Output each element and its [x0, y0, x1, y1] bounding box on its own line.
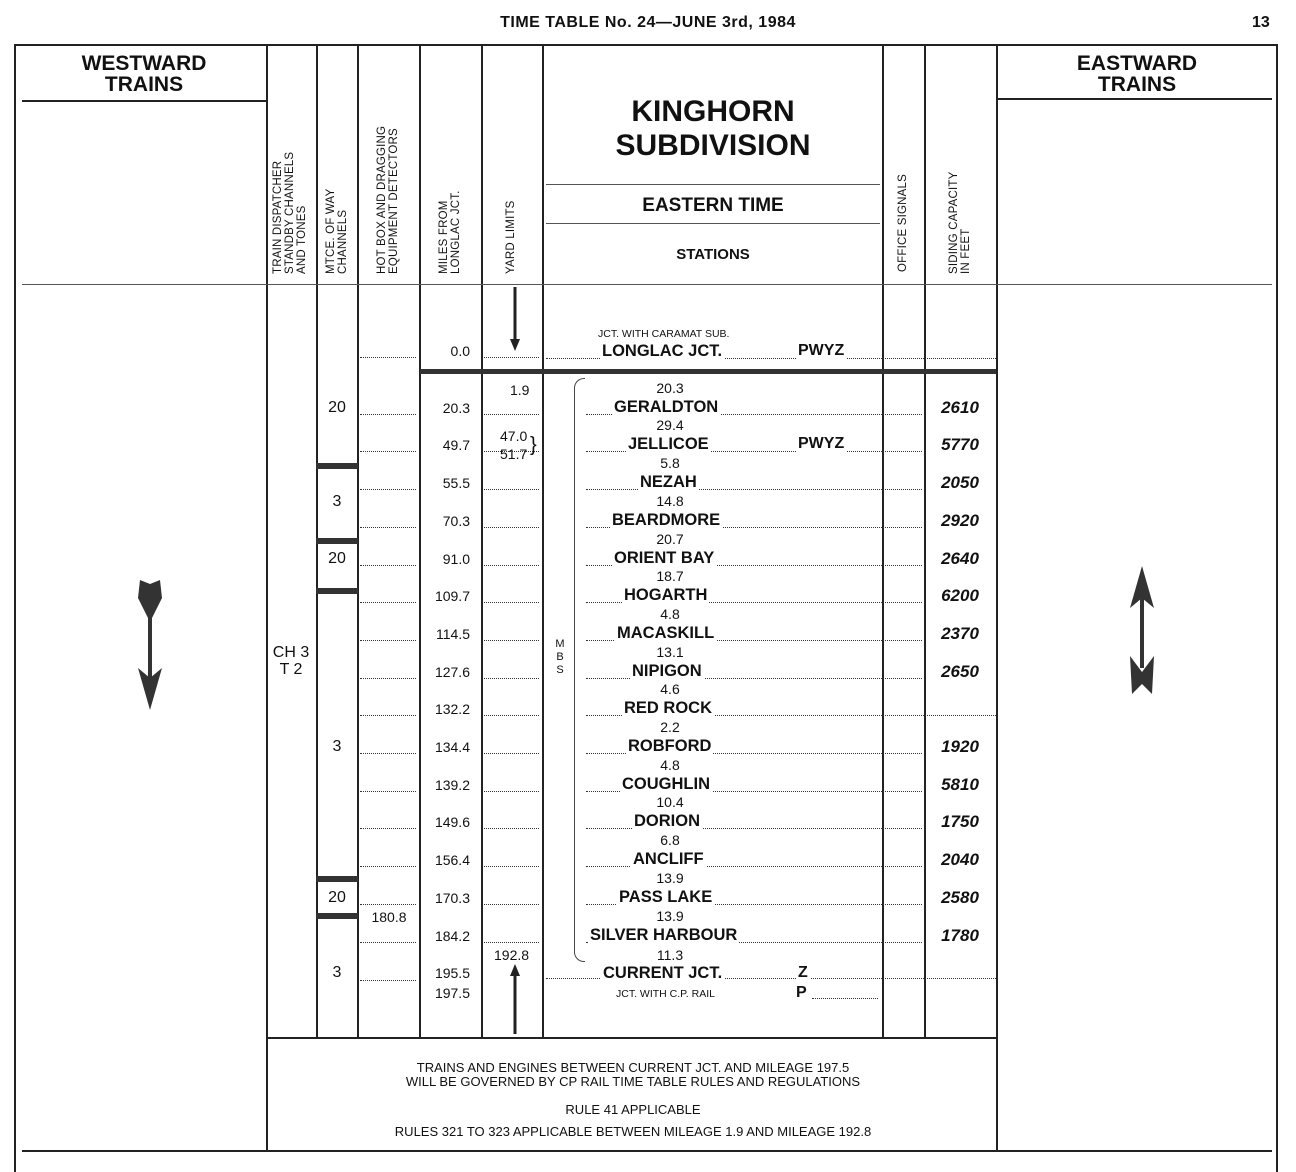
mileage: 0.0 — [450, 343, 470, 359]
siding-capacity: 1750 — [941, 812, 979, 831]
distance: 5.8 — [660, 455, 680, 471]
station-name: LONGLAC JCT. — [602, 342, 723, 360]
header-line: SIDING CAPACITY — [948, 171, 960, 274]
distance: 4.8 — [660, 606, 680, 622]
mileage: 20.3 — [442, 400, 470, 416]
divider — [546, 223, 880, 224]
eastward-title-line: TRAINS — [1097, 73, 1177, 96]
divider — [546, 184, 880, 185]
distance: 14.8 — [656, 493, 684, 509]
mbs-letter: B — [556, 651, 564, 663]
yard-limit-top: 1.9 — [510, 382, 530, 398]
station-name: GERALDTON — [614, 398, 719, 416]
mtce-channel: 20 — [328, 889, 346, 906]
note-line: TRAINS AND ENGINES BETWEEN CURRENT JCT. AND MILEAGE 197.5 — [416, 1060, 850, 1075]
siding-capacity: 2040 — [941, 850, 979, 869]
leader-dots — [586, 489, 922, 490]
leader-dots — [360, 640, 416, 641]
mbs-bracket — [574, 378, 585, 962]
leader-dots — [360, 489, 416, 490]
mileage: 149.6 — [434, 814, 470, 830]
mileage: 109.7 — [434, 588, 470, 604]
distance: 18.7 — [656, 568, 684, 584]
station-name: ORIENT BAY — [614, 549, 715, 567]
channel-boundary — [316, 876, 358, 882]
leader-dots — [484, 753, 539, 754]
divider — [998, 98, 1272, 100]
westward-title — [22, 53, 266, 95]
mileage: 156.4 — [434, 852, 470, 868]
header-line: MILES FROM — [438, 200, 450, 274]
mtce-channel: 3 — [332, 493, 342, 510]
channel-boundary — [316, 588, 358, 594]
header-line: HOT BOX AND DRAGGING — [376, 125, 388, 274]
siding-capacity: 2580 — [941, 888, 979, 907]
distance: 13.1 — [656, 644, 684, 660]
mtce-header — [325, 189, 349, 274]
station-name: MACASKILL — [617, 624, 715, 642]
mileage: 184.2 — [434, 928, 470, 944]
station-name: DORION — [634, 812, 700, 830]
distance: 4.8 — [660, 757, 680, 773]
office-signals: Z — [798, 964, 808, 981]
mileage: 132.2 — [434, 701, 470, 717]
distance: 4.6 — [660, 681, 680, 697]
station-name: JELLICOE — [628, 435, 709, 453]
mileage: 114.5 — [436, 626, 470, 642]
siding-capacity: 6200 — [941, 586, 979, 605]
down-arrow-icon — [505, 287, 525, 353]
dispatcher-channel — [268, 644, 314, 678]
leader-dots — [360, 357, 416, 358]
station-name: BEARDMORE — [612, 511, 721, 529]
station-name: NIPIGON — [632, 662, 702, 680]
mileage: 55.5 — [442, 475, 470, 491]
header-line: IN FEET — [960, 228, 972, 274]
leader-dots — [484, 602, 539, 603]
leader-dots — [360, 414, 416, 415]
distance: 2.2 — [660, 719, 680, 735]
siding-capacity: 2370 — [941, 624, 979, 643]
leader-dots — [484, 866, 539, 867]
hotbox-header — [376, 126, 400, 274]
header-line: TRAIN DISPATCHER — [272, 160, 284, 274]
leader-dots — [360, 678, 416, 679]
leader-dots — [484, 828, 539, 829]
leader-dots — [360, 828, 416, 829]
leader-dots — [484, 715, 539, 716]
header-line: CHANNELS — [337, 209, 349, 274]
divider — [996, 46, 998, 1150]
yard-header — [505, 200, 517, 274]
eastward-arrow-icon — [1122, 562, 1162, 702]
mtce-channel: 3 — [332, 964, 342, 981]
leader-dots — [360, 791, 416, 792]
distance: 13.9 — [656, 870, 684, 886]
divider — [22, 284, 1272, 285]
channel-boundary — [316, 913, 358, 919]
leader-dots — [360, 904, 416, 905]
header-line: STANDBY CHANNELS — [284, 151, 296, 274]
siding-capacity: 1920 — [941, 737, 979, 756]
divider — [22, 1150, 1272, 1152]
distance: 6.8 — [660, 832, 680, 848]
leader-dots — [484, 565, 539, 566]
yard-limit-jellicoe-end: 51.7 — [500, 446, 528, 462]
channel-boundary — [316, 463, 358, 469]
leader-dots — [812, 998, 878, 999]
channel-line: T 2 — [279, 661, 303, 678]
mileage: 127.6 — [434, 664, 470, 680]
leader-dots — [484, 451, 539, 452]
office-signals: PWYZ — [798, 342, 845, 359]
leader-dots — [360, 451, 416, 452]
station-name: RED ROCK — [624, 699, 713, 717]
eastward-title — [998, 53, 1276, 95]
station-name: ANCLIFF — [633, 850, 704, 868]
mtce-channel: 3 — [332, 738, 342, 755]
siding-capacity: 5810 — [941, 775, 979, 794]
mileage: 197.5 — [434, 985, 470, 1001]
divider — [924, 46, 926, 1038]
siding-header — [948, 172, 972, 274]
distance: 20.7 — [656, 531, 684, 547]
leader-dots — [360, 942, 416, 943]
leader-dots — [484, 904, 539, 905]
channel-line: CH 3 — [272, 644, 310, 661]
distance: 20.3 — [656, 380, 684, 396]
mileage: 195.5 — [434, 965, 470, 981]
station-name: SILVER HARBOUR — [590, 926, 738, 944]
eastward-title-line: EASTWARD — [1076, 52, 1198, 75]
distance: 11.3 — [656, 947, 684, 963]
divider — [542, 46, 544, 1038]
header-line: YARD LIMITS — [505, 200, 517, 274]
siding-capacity: 2650 — [941, 662, 979, 681]
office-header — [897, 174, 909, 272]
siding-capacity: 1780 — [941, 926, 979, 945]
westward-title-line: TRAINS — [104, 73, 184, 96]
mileage: 91.0 — [442, 551, 470, 567]
subdivision-title — [546, 95, 880, 163]
header-line: OFFICE SIGNALS — [897, 173, 909, 272]
subdivision-line: SUBDIVISION — [615, 129, 811, 162]
note-line: WILL BE GOVERNED BY CP RAIL TIME TABLE RULES AND REGULATIONS — [405, 1074, 861, 1089]
leader-dots — [360, 565, 416, 566]
mileage: 170.3 — [434, 890, 470, 906]
note-line: RULES 321 TO 323 APPLICABLE BETWEEN MILEAGE 1.9 AND MILEAGE 192.8 — [394, 1124, 872, 1139]
brace: } — [530, 434, 537, 456]
yard-limit-jellicoe-start: 47.0 — [500, 428, 528, 444]
mileage: 134.4 — [434, 739, 470, 755]
station-name: CURRENT JCT. — [603, 964, 723, 982]
stations-label: STATIONS — [676, 246, 750, 263]
leader-dots — [484, 678, 539, 679]
station-name: PASS LAKE — [619, 888, 713, 906]
mtce-channel: 20 — [328, 550, 346, 567]
siding-capacity: 2610 — [941, 398, 979, 417]
divider — [22, 100, 266, 102]
mbs-letter: M — [555, 638, 565, 650]
mileage: 139.2 — [434, 777, 470, 793]
leader-dots — [484, 357, 539, 358]
station-name: ROBFORD — [628, 737, 712, 755]
distance: 10.4 — [656, 794, 684, 810]
station-name: COUGHLIN — [622, 775, 710, 793]
current-note: JCT. WITH C.P. RAIL — [616, 988, 715, 1000]
leader-dots — [360, 980, 416, 981]
divider — [481, 46, 483, 1038]
leader-dots — [360, 527, 416, 528]
distance: 29.4 — [656, 417, 684, 433]
station-name: HOGARTH — [624, 586, 708, 604]
yard-limit-bottom: 192.8 — [494, 947, 530, 963]
siding-capacity: 2920 — [941, 511, 979, 530]
miles-header — [438, 190, 462, 274]
header-line: LONGLAC JCT. — [450, 190, 462, 274]
siding-capacity: 2640 — [941, 549, 979, 568]
mileage: 49.7 — [442, 437, 470, 453]
header-line: MTCE. OF WAY — [325, 188, 337, 274]
separator-bar — [420, 369, 996, 374]
distance: 13.9 — [656, 908, 684, 924]
divider — [882, 46, 884, 1038]
leader-dots — [484, 414, 539, 415]
channel-boundary — [316, 538, 358, 544]
siding-capacity: 5770 — [941, 435, 979, 454]
page-number: 13 — [1252, 14, 1270, 31]
header-line: EQUIPMENT DETECTORS — [388, 128, 400, 274]
divider — [268, 1037, 996, 1039]
leader-dots — [484, 791, 539, 792]
note-line: RULE 41 APPLICABLE — [565, 1102, 701, 1117]
leader-dots — [484, 527, 539, 528]
mileage: 70.3 — [442, 513, 470, 529]
leader-dots — [484, 942, 539, 943]
station-name: NEZAH — [640, 473, 697, 491]
leader-dots — [484, 640, 539, 641]
dispatcher-header — [272, 152, 308, 274]
mbs-label — [554, 638, 566, 677]
longlac-note: JCT. WITH CARAMAT SUB. — [598, 328, 730, 340]
divider — [266, 46, 268, 1150]
hotbox-detector: 180.8 — [371, 909, 407, 925]
siding-capacity: 2050 — [941, 473, 979, 492]
page-header-title: TIME TABLE No. 24—JUNE 3rd, 1984 — [500, 14, 796, 31]
mbs-letter: S — [556, 664, 564, 676]
subdivision-line: KINGHORN — [631, 95, 795, 128]
header-line: AND TONES — [296, 205, 308, 274]
mtce-channel: 20 — [328, 399, 346, 416]
leader-dots — [484, 489, 539, 490]
up-arrow-icon — [505, 964, 525, 1036]
office-signals: PWYZ — [798, 435, 845, 452]
leader-dots — [360, 866, 416, 867]
westward-arrow-icon — [130, 580, 170, 720]
office-signals: P — [796, 984, 807, 1001]
time-zone: EASTERN TIME — [642, 195, 784, 216]
leader-dots — [360, 602, 416, 603]
leader-dots — [360, 753, 416, 754]
leader-dots — [360, 715, 416, 716]
westward-title-line: WESTWARD — [81, 52, 207, 75]
